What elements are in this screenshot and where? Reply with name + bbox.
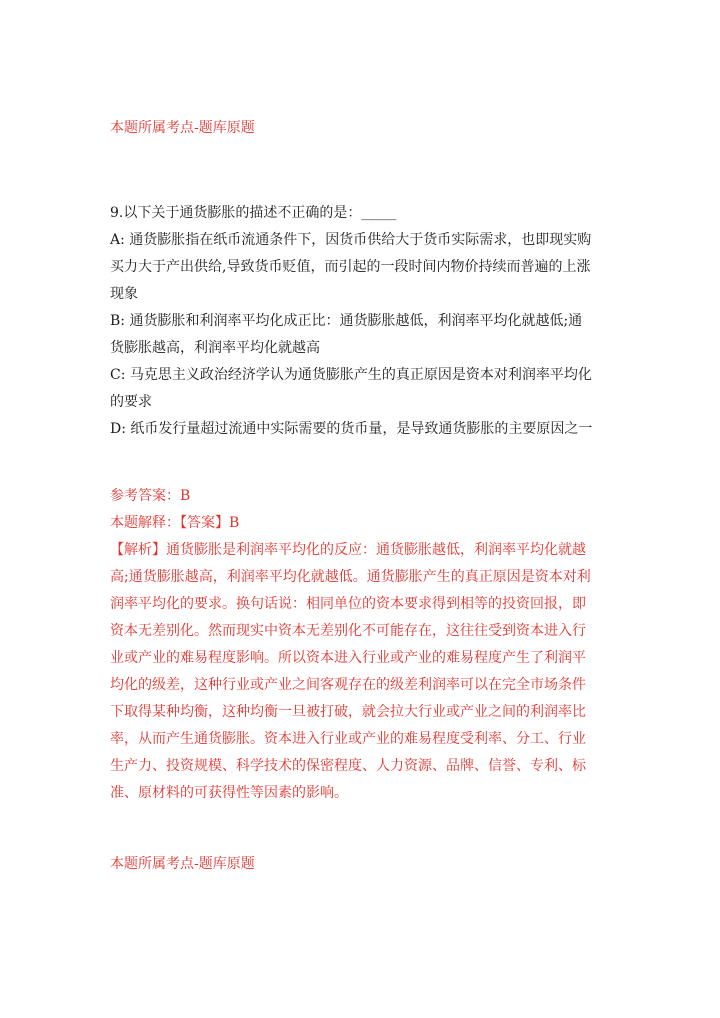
option-c <box>110 362 620 416</box>
source-label-top <box>110 115 620 142</box>
explanation-line: 【解析】通货膨胀是利润率平均化的反应：通货膨胀越低，利润率平均化就越 <box>110 542 586 558</box>
explanation-line: 资本无差别化。然而现实中资本无差别化不可能存在，这往往受到资本进入行 <box>110 623 586 639</box>
explanation-header: 本题解释：【答案】B <box>110 515 240 531</box>
option-d <box>110 416 620 443</box>
explanation-line: 润率平均化的要求。换句话说：相同单位的资本要求得到相等的投资回报，即 <box>110 596 586 612</box>
answer-block <box>110 483 620 807</box>
option-b <box>110 308 620 362</box>
explanation-line: 均化的级差，这种行业或产业之间客观存在的级差利润率可以在完全市场条件 <box>110 677 586 693</box>
question-stem: 9.以下关于通货膨胀的描述不正确的是：_____ <box>110 205 397 221</box>
option-line: 现象 <box>110 286 138 302</box>
option-a <box>110 227 620 308</box>
explanation-line: 准、原材料的可获得性等因素的影响。 <box>110 785 348 801</box>
explanation-body <box>110 537 620 807</box>
explanation-line: 业或产业的难易程度影响。所以资本进入行业或产业的难易程度产生了利润平 <box>110 650 586 666</box>
option-line: 货膨胀越高，利润率平均化就越高 <box>110 340 320 356</box>
source-label-text: 本题所属考点-题库原题 <box>110 856 255 872</box>
option-line: 买力大于产出供给,导致货币贬值，而引起的一段时间内物价持续而普遍的上涨 <box>110 259 591 275</box>
question-block <box>110 200 620 443</box>
option-line: A: 通货膨胀指在纸币流通条件下，因货币供给大于货币实际需求，也即现实购 <box>110 232 592 248</box>
explanation-line: 下取得某种均衡，这种均衡一旦被打破，就会拉大行业或产业之间的利润率比 <box>110 704 586 720</box>
option-line: C: 马克思主义政治经济学认为通货膨胀产生的真正原因是资本对利润率平均化 <box>110 367 592 383</box>
option-line: B: 通货膨胀和利润率平均化成正比：通货膨胀越低，利润率平均化就越低;通 <box>110 313 583 329</box>
reference-answer: 参考答案：B <box>110 488 191 504</box>
explanation-line: 率，从而产生通货膨胀。资本进入行业或产业的难易程度受利率、分工、行业 <box>110 731 586 747</box>
option-line: 的要求 <box>110 394 152 410</box>
explanation-line: 生产力、投资规模、科学技术的保密程度、人力资源、品牌、信誉、专利、标 <box>110 758 586 774</box>
explanation-line: 高;通货膨胀越高，利润率平均化就越低。通货膨胀产生的真正原因是资本对利 <box>110 569 591 585</box>
option-line: D: 纸币发行量超过流通中实际需要的货币量，是导致通货膨胀的主要原因之一 <box>110 421 593 437</box>
source-label-text: 本题所属考点-题库原题 <box>110 120 255 136</box>
source-label-bottom <box>110 851 620 878</box>
